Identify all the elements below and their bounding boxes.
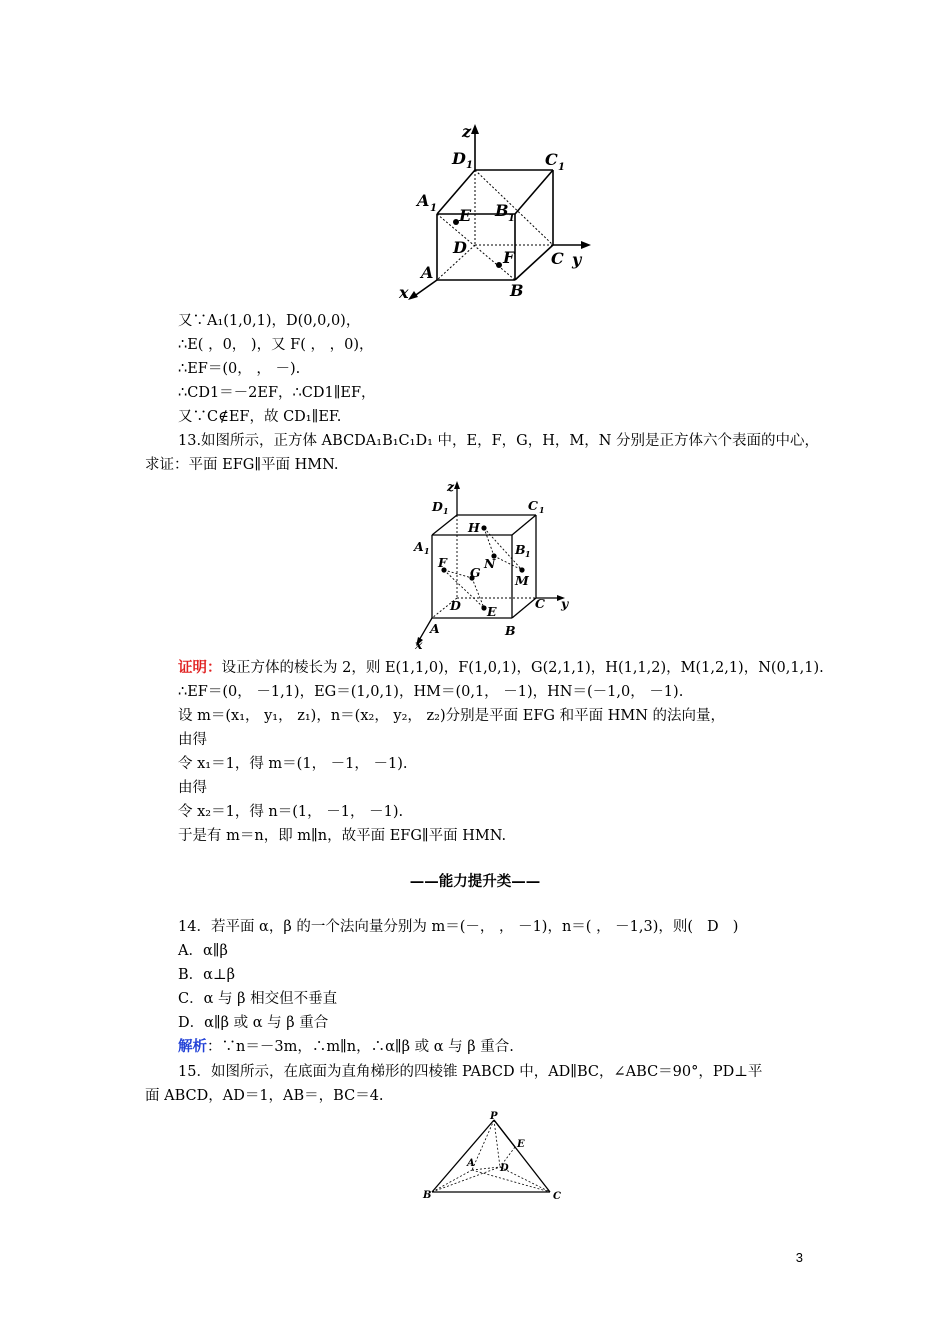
label-y: y bbox=[561, 596, 569, 611]
cube-figure-1 bbox=[395, 122, 615, 302]
proof-line-4: 由得 bbox=[178, 732, 207, 748]
label-x: x bbox=[399, 283, 409, 302]
label-E: E bbox=[459, 206, 472, 225]
pyramid-figure bbox=[420, 1110, 570, 1205]
label-F: F bbox=[503, 248, 515, 267]
svg-text:1: 1 bbox=[430, 203, 437, 214]
label-D: D bbox=[500, 1163, 509, 1174]
section-title: ——能力提升类—— bbox=[409, 873, 541, 890]
label-D: D bbox=[450, 598, 461, 613]
question-15: 15．如图所示，在底面为直角梯形的四棱锥 PABCD 中，AD∥BC，∠ABC＝90°，PD⊥平 bbox=[178, 1064, 763, 1080]
question-14: 14．若平面 α，β 的一个法向量分别为 m＝(－， ， －1)，n＝( ， －1,3)，则( D ) bbox=[178, 919, 739, 935]
option-a: A．α∥β bbox=[178, 943, 228, 959]
analysis: 解析：∵n＝－3m，∴m∥n，∴α∥β 或 α 与 β 重合. bbox=[178, 1038, 514, 1055]
page-number: 3 bbox=[795, 1250, 803, 1265]
cube-figure-2 bbox=[410, 480, 590, 650]
label-B: B bbox=[505, 623, 516, 638]
svg-text:1: 1 bbox=[525, 549, 531, 559]
svg-text:1: 1 bbox=[424, 546, 430, 556]
option-d: D．α∥β 或 α 与 β 重合 bbox=[178, 1015, 329, 1031]
label-A: A bbox=[430, 621, 440, 636]
label-F: F bbox=[438, 555, 447, 570]
label-B: B bbox=[510, 281, 524, 300]
label-B1: B bbox=[515, 542, 526, 557]
proof-line-6: 由得 bbox=[178, 780, 207, 796]
label-x: x bbox=[415, 637, 423, 650]
label-A1: A bbox=[414, 539, 424, 554]
label-D1: D bbox=[432, 499, 443, 514]
option-c: C．α 与 β 相交但不垂直 bbox=[178, 991, 338, 1007]
label-B1: B bbox=[495, 201, 509, 220]
label-P: P bbox=[490, 1111, 498, 1122]
label-E: E bbox=[487, 604, 497, 619]
svg-text:1: 1 bbox=[558, 162, 565, 173]
label-A1: A bbox=[417, 191, 430, 210]
proof-line-8: 于是有 m＝n，即 m∥n，故平面 EFG∥平面 HMN. bbox=[178, 828, 507, 844]
text-line: ∴EF＝(0， ， －). bbox=[178, 361, 301, 377]
label-y: y bbox=[572, 250, 582, 269]
proof-line-3: 设 m＝(x₁， y₁， z₁)，n＝(x₂， y₂， z₂)分别是平面 EFG 和平面 HMN 的法向量， bbox=[178, 708, 725, 724]
label-H: H bbox=[468, 520, 480, 535]
text-line: ∴E( ，0， )，又 F( ， ，0)， bbox=[178, 337, 374, 353]
proof-line-7: 令 x₂＝1，得 n＝(1， －1， －1). bbox=[178, 804, 404, 820]
label-N: N bbox=[484, 556, 496, 571]
text-line: ∴CD1＝－2EF，∴CD1∥EF， bbox=[178, 385, 376, 401]
question-15-cont: 面 ABCD，AD＝1，AB＝，BC＝4. bbox=[145, 1088, 384, 1104]
label-D1: D bbox=[452, 149, 466, 168]
proof-line-1: 证明：设正方体的棱长为 2，则 E(1,1,0)，F(1,0,1)，G(2,1,1)，H(1,1,2)，M(1,2,1)，N(0,1,1). bbox=[178, 659, 824, 676]
label-A: A bbox=[421, 263, 434, 282]
label-D: D bbox=[453, 238, 467, 257]
svg-text:1: 1 bbox=[466, 160, 473, 171]
label-C: C bbox=[551, 249, 564, 268]
svg-text:1: 1 bbox=[539, 505, 545, 515]
label-z: z bbox=[462, 122, 472, 141]
text-line: 又∵A₁(1,0,1)，D(0,0,0)， bbox=[178, 313, 361, 329]
proof-line-2: ∴EF＝(0， －1,1)，EG＝(1,0,1)，HM＝(0,1， －1)，HN＝(－1,0， －1). bbox=[178, 684, 684, 700]
svg-text:1: 1 bbox=[508, 213, 515, 224]
label-C1: C bbox=[528, 498, 538, 513]
question-13-cont: 求证：平面 EFG∥平面 HMN. bbox=[145, 457, 339, 473]
label-A: A bbox=[467, 1158, 475, 1169]
svg-text:1: 1 bbox=[443, 506, 449, 516]
label-z: z bbox=[447, 480, 455, 494]
question-13: 13.如图所示，正方体 ABCDA₁B₁C₁D₁ 中，E，F，G，H，M，N 分别是正方体六个表面的中心， bbox=[178, 433, 820, 449]
proof-line-5: 令 x₁＝1，得 m＝(1， －1， －1). bbox=[178, 756, 408, 772]
label-C1: C bbox=[545, 150, 558, 169]
text-line: 又∵C∉EF，故 CD₁∥EF. bbox=[178, 409, 342, 425]
label-B: B bbox=[423, 1190, 432, 1201]
label-G: G bbox=[470, 565, 481, 580]
label-E: E bbox=[517, 1139, 525, 1150]
label-C: C bbox=[553, 1191, 561, 1202]
label-C: C bbox=[535, 596, 545, 611]
answer: D bbox=[707, 919, 719, 935]
label-M: M bbox=[515, 573, 529, 588]
option-b: B．α⊥β bbox=[178, 967, 235, 983]
